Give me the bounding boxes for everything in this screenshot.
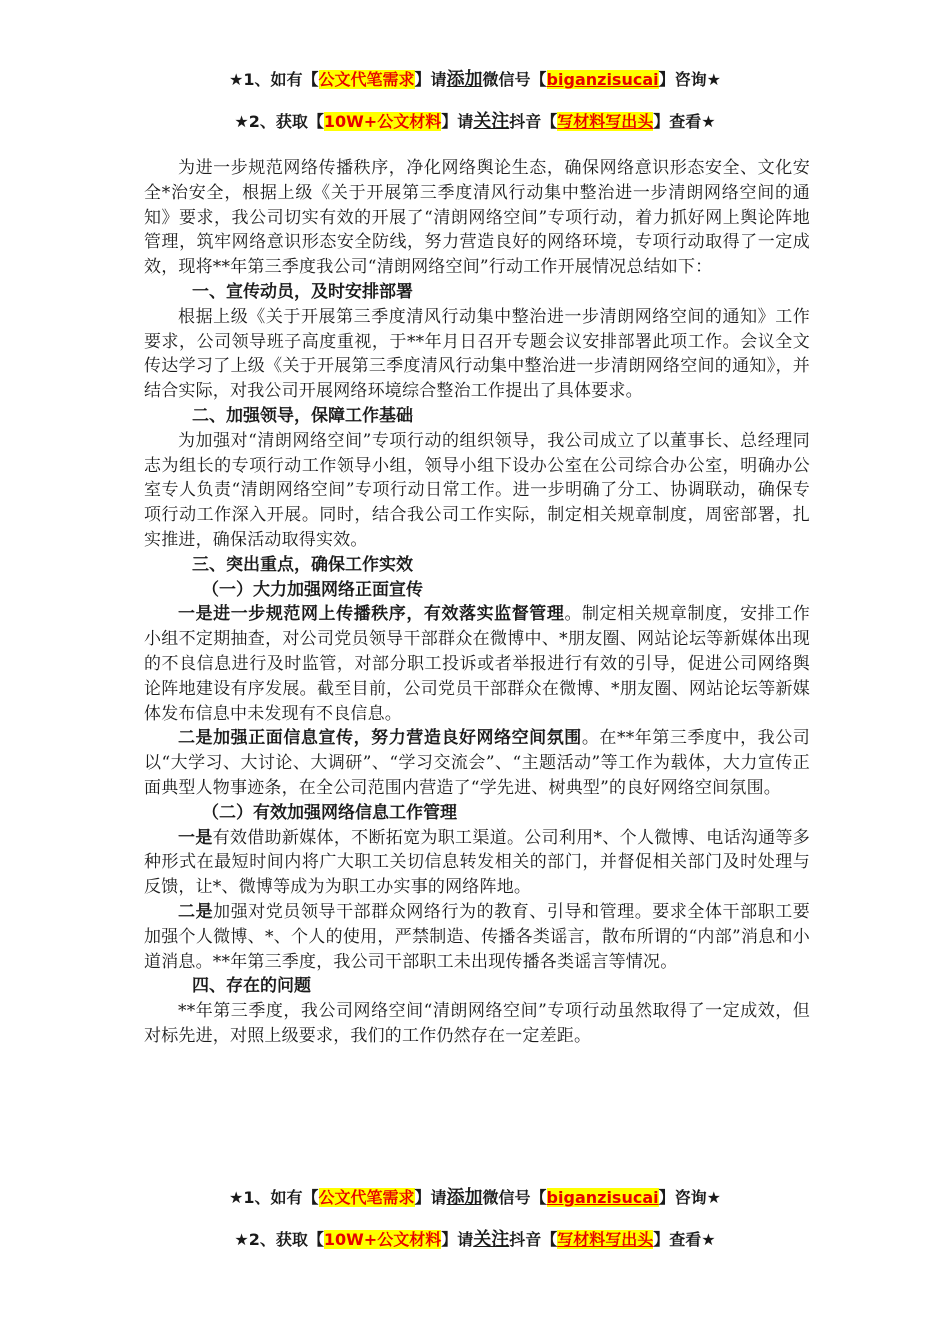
lead-text: 二是 <box>178 901 214 922</box>
section-heading-4: 四、存在的问题 <box>192 976 311 997</box>
banner-text: 】请 <box>414 70 447 89</box>
wechat-id[interactable]: biganzisucai <box>546 1188 659 1207</box>
section-heading-2: 二、加强领导，保障工作基础 <box>192 405 413 426</box>
body-text: 加强对党员领导干部群众网络行为的教育、引导和管理。要求全体干部职工要加强个人微博、*、个人的使用，严禁制造、传播各类谣言，散布所谓的“内部”消息和小道消息。**年第三季度，我公司干部职工未出现传播各类谣言等情况。 <box>144 901 810 972</box>
document-body <box>144 156 810 1049</box>
bottom-banner-line-2 <box>0 1228 950 1252</box>
section-1-paragraph: 根据上级《关于开展第三季度清风行动集中整治进一步清朗网络空间的通知》工作要求，公司领导班子高度重视，于**年月日召开专题会议安排部署此项工作。会议全文传达学习了上级《关于开展第三季度清风行动集中整治进一步清朗网络空间的通知》，并结合实际，对我公司开展网络环境综合整治工作提出了具体要求。 <box>144 306 810 402</box>
banner-text: ★1、如有【 <box>229 1188 319 1207</box>
banner-text: 】请 <box>414 1188 447 1207</box>
banner-text: 】查看★ <box>653 112 716 131</box>
banner-text: 】查看★ <box>653 1230 716 1249</box>
banner-underline: 添加 <box>446 69 483 90</box>
banner-text: ★1、如有【 <box>229 70 319 89</box>
body-text: 。在**年第三季度中，我公司以“大学习、大讨论、大调研”、“学习交流会”、“主题活动”等工作为载体，大力宣传正面典型人物事迹条，在全公司范围内营造了“学先进、树典型”的良好网络空间氛围。 <box>144 728 810 798</box>
intro-paragraph: 为进一步规范网络传播秩序，净化网络舆论生态，确保网络意识形态安全、文化安全*治安全，根据上级《关于开展第三季度清风行动集中整治进一步清朗网络空间的通知》要求，我公司切实有效的开展了“清朗网络空间”专项行动，着力抓好网上舆论阵地管理，筑牢网络意识形态安全防线，努力营造良好的网络环境，专项行动取得了一定成效，现将**年第三季度我公司“清朗网络空间”行动工作开展情况总结如下： <box>144 158 810 278</box>
banner-text: 】咨询★ <box>658 1188 721 1207</box>
section-heading-1: 一、宣传动员，及时安排部署 <box>192 281 413 302</box>
banner-text: 微信号【 <box>482 1188 547 1207</box>
section-3b-paragraph-1 <box>144 826 810 900</box>
banner-underline: 关注 <box>473 111 510 132</box>
banner-text: 】咨询★ <box>658 70 721 89</box>
top-banner-line-2 <box>0 110 950 134</box>
douyin-id[interactable]: 写材料写出头 <box>557 1230 654 1249</box>
section-heading-3: 三、突出重点，确保工作实效 <box>192 554 413 575</box>
body-text: 。制定相关规章制度，安排工作小组不定期抽查，对公司党员领导干部群众在微博中、*朋友圈、网站论坛等新媒体出现的不良信息进行及时监管，对部分职工投诉或者举报进行有效的引导，促进公司网络舆论阵地建设有序发展。截至目前，公司党员干部群众在微博、*朋友圈、网站论坛等新媒体发布信息中未发现有不良信息。 <box>144 604 810 724</box>
section-4-paragraph: **年第三季度，我公司网络空间“清朗网络空间”专项行动虽然取得了一定成效，但对标先进，对照上级要求，我们的工作仍然存在一定差距。 <box>144 1001 810 1046</box>
lead-text: 二是加强正面信息宣传，努力营造良好网络空间氛围 <box>178 728 582 749</box>
subsection-heading-3a: （一）大力加强网络正面宣传 <box>202 579 423 600</box>
douyin-id[interactable]: 写材料写出头 <box>557 112 654 131</box>
section-3b-paragraph-2 <box>144 900 810 974</box>
highlight-materials: 10W+公文材料 <box>323 112 442 131</box>
banner-underline: 添加 <box>446 1187 483 1208</box>
wechat-id[interactable]: biganzisucai <box>546 70 659 89</box>
highlight-service: 公文代笔需求 <box>318 70 415 89</box>
banner-text: ★2、获取【 <box>234 112 324 131</box>
highlight-service: 公文代笔需求 <box>318 1188 415 1207</box>
section-3a-paragraph-1 <box>144 602 810 726</box>
banner-underline: 关注 <box>473 1229 510 1250</box>
banner-text: 】请 <box>441 1230 474 1249</box>
subsection-heading-3b: （二）有效加强网络信息工作管理 <box>202 802 457 823</box>
body-text: 有效借助新媒体，不断拓宽为职工渠道。公司利用*、个人微博、电话沟通等多种形式在最短时间内将广大职工关切信息转发相关的部门，并督促相关部门及时处理与反馈，让*、微博等成为为职工办实事的网络阵地。 <box>144 827 811 898</box>
top-banner-line-1 <box>0 68 950 92</box>
banner-text: 抖音【 <box>509 112 558 131</box>
bottom-banner-line-1 <box>0 1186 950 1210</box>
banner-text: 微信号【 <box>482 70 547 89</box>
banner-text: ★2、获取【 <box>234 1230 324 1249</box>
section-2-paragraph: 为加强对“清朗网络空间”专项行动的组织领导，我公司成立了以董事长、总经理同志为组长的专项行动工作领导小组，领导小组下设办公室在公司综合办公室，明确办公室专人负责“清朗网络空间”专项行动日常工作。进一步明确了分工、协调联动，确保专项行动工作深入开展。同时，结合我公司工作实际，制定相关规章制度，周密部署，扎实推进，确保活动取得实效。 <box>144 430 810 550</box>
lead-text: 一是进一步规范网上传播秩序，有效落实监督管理 <box>178 604 565 625</box>
banner-text: 】请 <box>441 112 474 131</box>
section-3a-paragraph-2 <box>144 726 810 800</box>
lead-text: 一是 <box>178 827 213 848</box>
banner-text: 抖音【 <box>509 1230 558 1249</box>
highlight-materials: 10W+公文材料 <box>323 1230 442 1249</box>
